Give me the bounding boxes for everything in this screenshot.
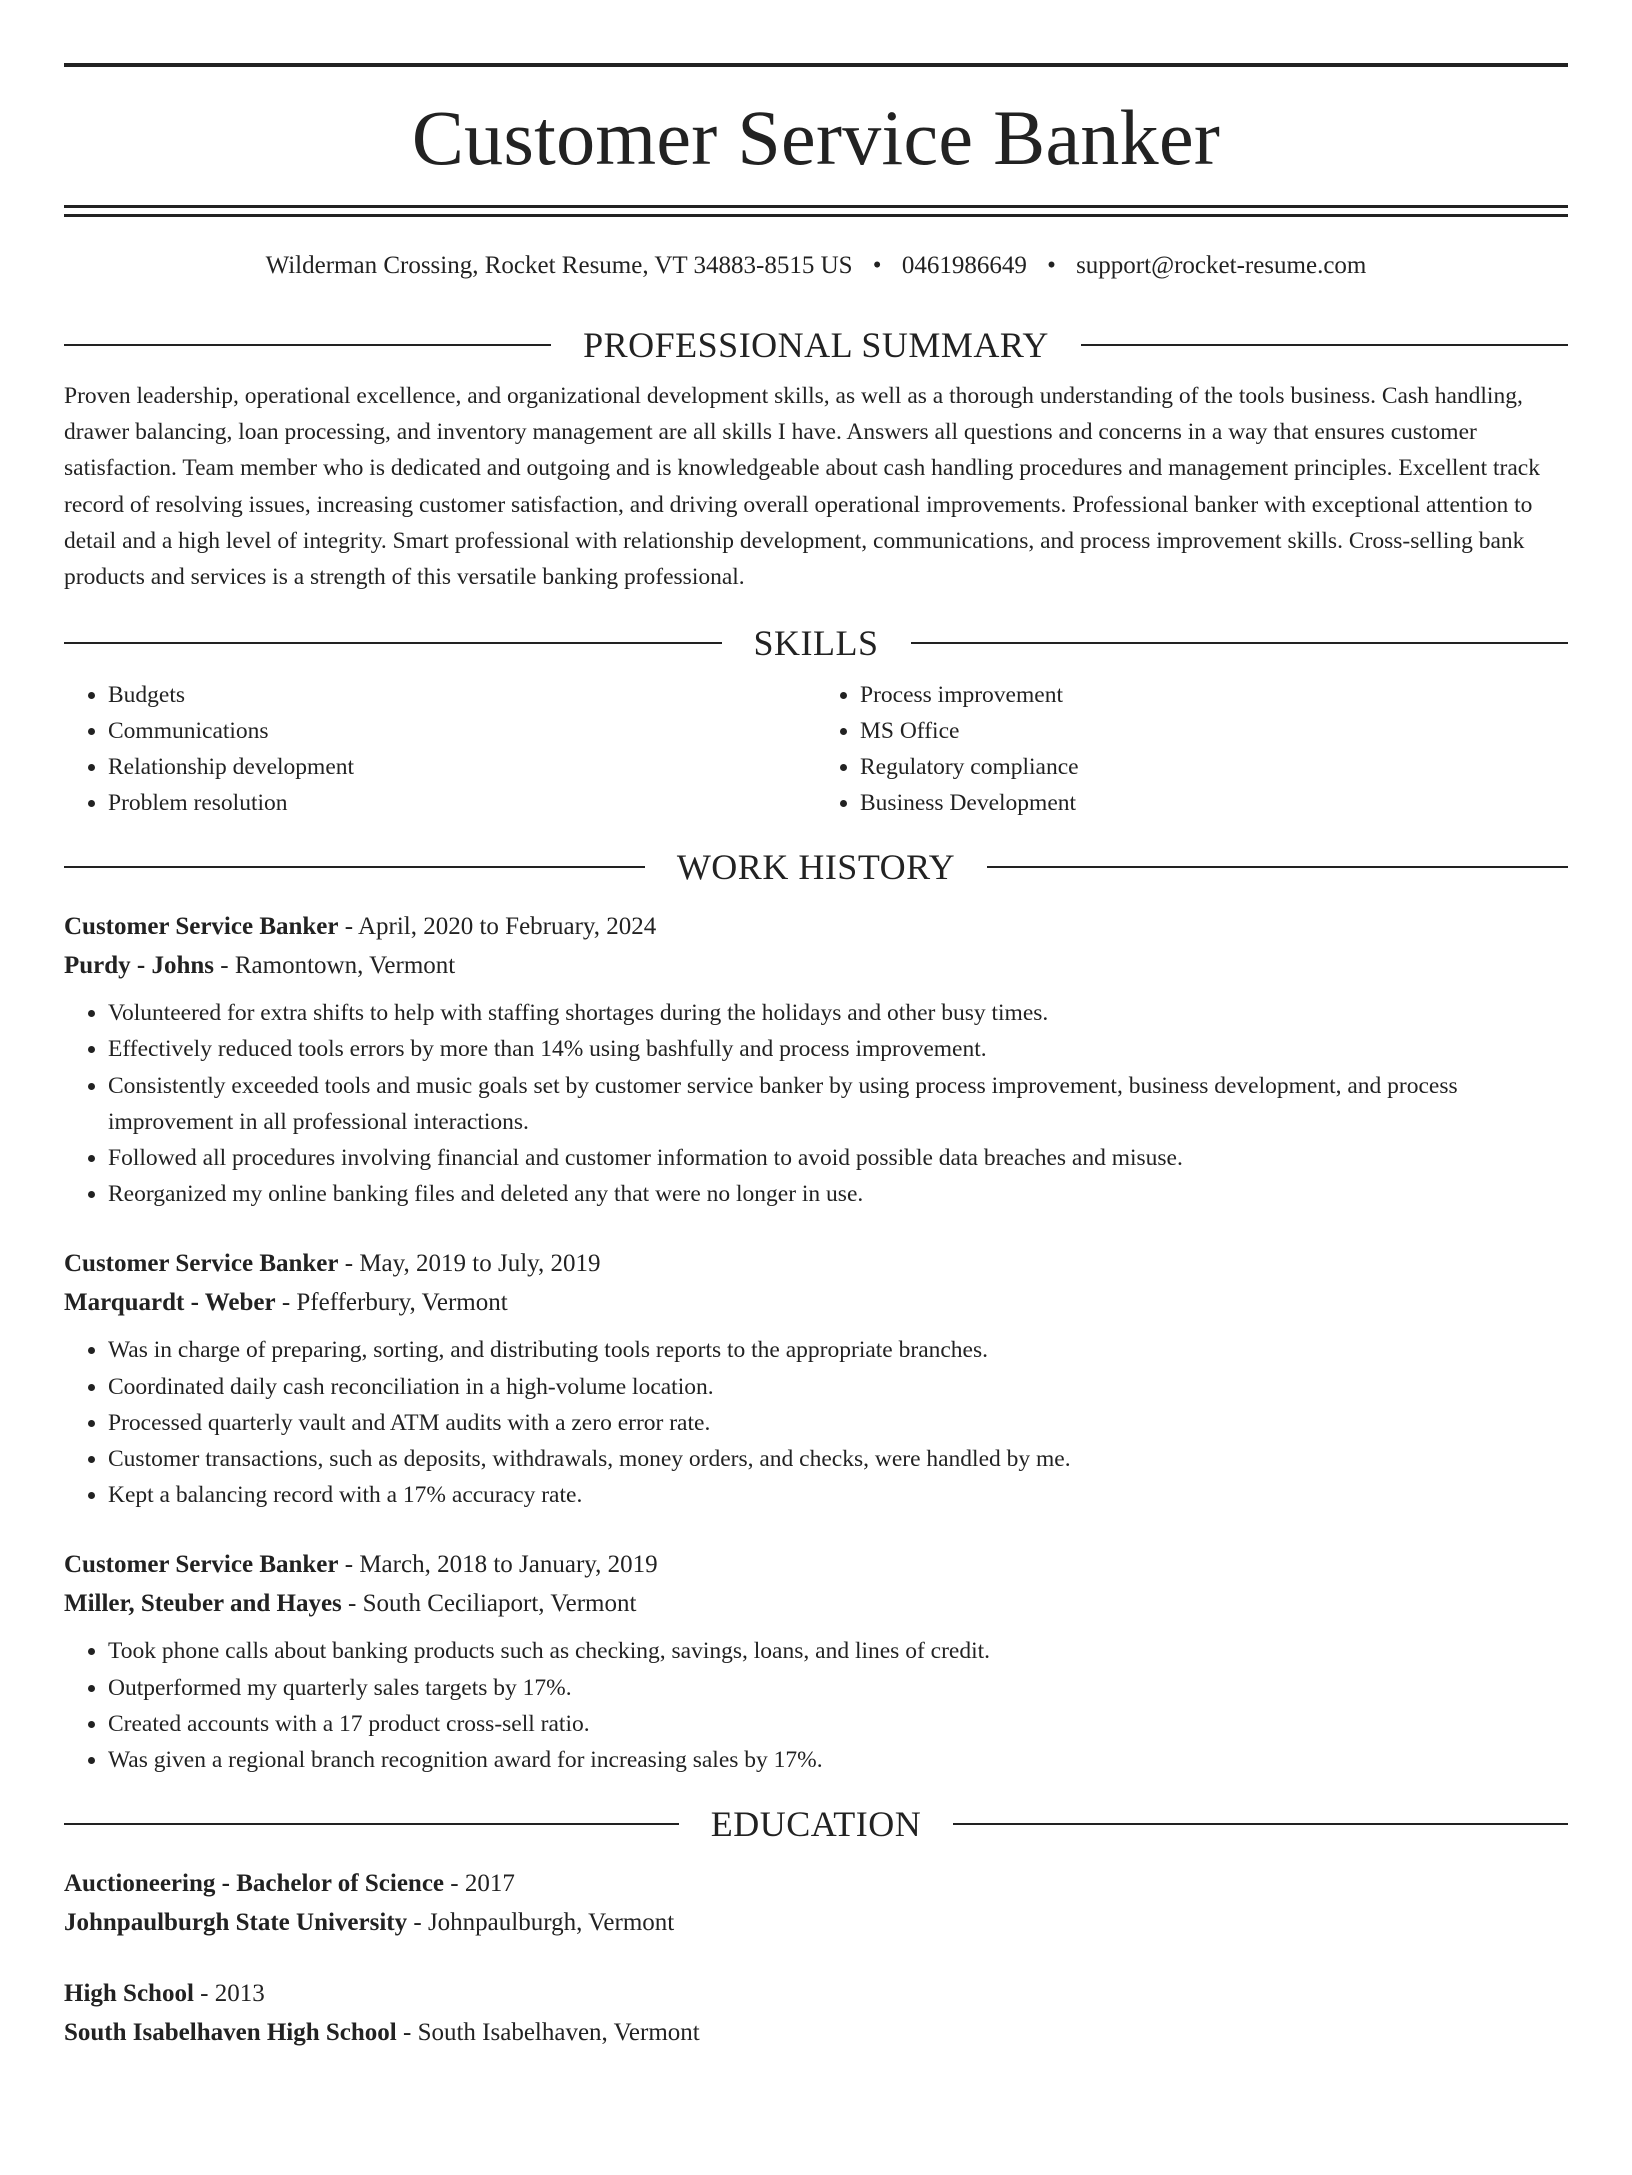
- heading-rule: [64, 642, 722, 644]
- job-bullets: [64, 1633, 1568, 1778]
- job-entry: [64, 907, 1568, 1212]
- heading-rule: [911, 642, 1569, 644]
- job-dates: - May, 2019 to July, 2019: [338, 1250, 601, 1278]
- skill-item: • Regulatory compliance: [860, 749, 1568, 785]
- job-bullet: • Processed quarterly vault and ATM audits with a zero error rate.: [108, 1405, 1568, 1441]
- candidate-name: Customer Service Banker: [411, 94, 1221, 181]
- job-bullet: • Kept a balancing record with a 17% accuracy rate.: [108, 1477, 1568, 1513]
- job-title-line: [64, 1244, 1568, 1283]
- job-bullet: • Created accounts with a 17 product cross-sell ratio.: [108, 1706, 1568, 1742]
- job-bullet: • Was in charge of preparing, sorting, and distributing tools reports to the appropriate branches.: [108, 1332, 1568, 1368]
- heading-rule: [1081, 344, 1568, 346]
- skills-list-right: [816, 677, 1568, 821]
- contact-email: support@rocket-resume.com: [1076, 252, 1367, 279]
- job-company: Marquardt - Weber: [64, 1289, 276, 1317]
- job-dates: - March, 2018 to January, 2019: [338, 1551, 658, 1579]
- skill-item: • Communications: [108, 713, 816, 749]
- job-bullet: • Customer transactions, such as deposits, withdrawals, money orders, and checks, were handled by me.: [108, 1441, 1568, 1477]
- job-title: Customer Service Banker: [64, 913, 339, 941]
- job-dates: - April, 2020 to February, 2024: [338, 913, 657, 941]
- skill-item: • Problem resolution: [108, 785, 816, 821]
- skill-item: • Process improvement: [860, 677, 1568, 713]
- job-bullet: • Volunteered for extra shifts to help with staffing shortages during the holidays and other busy times.: [108, 995, 1568, 1031]
- heading-rule: [64, 866, 645, 868]
- top-rule: [64, 63, 1568, 67]
- job-company-line: [64, 1283, 1568, 1322]
- header-double-rule: [64, 205, 1568, 217]
- resume-page: [0, 63, 1632, 2175]
- job-title-line: [64, 907, 1568, 946]
- skills-list-left: [64, 677, 816, 821]
- job-location: - Pfefferbury, Vermont: [275, 1289, 508, 1317]
- education-entry: [64, 1974, 1568, 2052]
- section-title: PROFESSIONAL SUMMARY: [583, 325, 1049, 365]
- section-title: WORK HISTORY: [676, 847, 956, 888]
- job-bullet: • Consistently exceeded tools and music goals set by customer service banker by using process improvement, business development, and process improvement in all professional interactions.: [108, 1068, 1568, 1140]
- heading-rule: [953, 1823, 1568, 1825]
- contact-phone: 0461986649: [901, 252, 1027, 279]
- job-bullet: • Reorganized my online banking files and deleted any that were no longer in use.: [108, 1176, 1568, 1212]
- job-entry: [64, 1244, 1568, 1513]
- education-degree: Auctioneering - Bachelor of Science: [64, 1870, 445, 1898]
- job-company: Purdy - Johns: [64, 952, 215, 980]
- education-degree-line: [64, 1974, 1568, 2013]
- job-bullet: • Took phone calls about banking products such as checking, savings, loans, and lines of credit.: [108, 1633, 1568, 1669]
- section-title: SKILLS: [753, 623, 879, 664]
- job-company: Miller, Steuber and Hayes: [64, 1590, 342, 1618]
- job-bullet: • Outperformed my quarterly sales targets by 17%.: [108, 1670, 1568, 1706]
- education-year: - 2017: [444, 1870, 515, 1898]
- section-heading-summary: [64, 323, 1568, 367]
- education-school-line: [64, 2013, 1568, 2052]
- skill-item: • Relationship development: [108, 749, 816, 785]
- section-heading-work: [64, 845, 1568, 889]
- job-bullets: [64, 1332, 1568, 1513]
- job-bullets: [64, 995, 1568, 1212]
- skill-item: • MS Office: [860, 713, 1568, 749]
- section-title: EDUCATION: [710, 1804, 922, 1845]
- education-school-line: [64, 1903, 1568, 1942]
- job-title: Customer Service Banker: [64, 1551, 339, 1579]
- education-school: South Isabelhaven High School: [64, 2019, 397, 2047]
- contact-address: Wilderman Crossing, Rocket Resume, VT 34883-8515 US: [265, 252, 853, 279]
- job-title-line: [64, 1545, 1568, 1584]
- education-degree-line: [64, 1864, 1568, 1903]
- section-heading-education: [64, 1802, 1568, 1846]
- education-list: [64, 1864, 1568, 2052]
- contact-line: [64, 251, 1568, 281]
- contact-separator: •: [1047, 252, 1056, 279]
- education-entry: [64, 1864, 1568, 1942]
- education-degree: High School: [64, 1980, 194, 2008]
- job-entry: [64, 1545, 1568, 1778]
- work-list: [64, 907, 1568, 1778]
- summary-text: Proven leadership, operational excellence, and organizational development skills, as well as a thorough understanding of the tools business. Cash handling, drawer balancing, loan processing, and inventory management are all skills I have. Answers all questions and concerns in a way that ensures customer satisfaction. Team member who is dedicated and outgoing and is knowledgeable about cash handling procedures and management principles. Excellent track record of resolving issues, increasing customer satisfaction, and driving overall operational improvements. Professional banker with exceptional attention to detail and a high level of integrity. Smart professional with relationship development, communications, and process improvement skills. Cross-selling bank products and services is a strength of this versatile banking professional.: [64, 383, 1540, 591]
- job-location: - Ramontown, Vermont: [214, 952, 456, 980]
- education-location: - Johnpaulburgh, Vermont: [407, 1909, 675, 1937]
- education-school: Johnpaulburgh State University: [64, 1909, 408, 1937]
- contact-separator: •: [872, 252, 882, 279]
- job-company-line: [64, 946, 1568, 985]
- heading-rule: [987, 866, 1568, 868]
- job-location: - South Ceciliaport, Vermont: [341, 1590, 637, 1618]
- heading-rule: [64, 1823, 679, 1825]
- job-company-line: [64, 1584, 1568, 1623]
- skill-item: • Budgets: [108, 677, 816, 713]
- section-heading-skills: [64, 621, 1568, 665]
- skill-item: • Business Development: [860, 785, 1568, 821]
- job-bullet: • Was given a regional branch recognition award for increasing sales by 17%.: [108, 1742, 1568, 1778]
- education-location: - South Isabelhaven, Vermont: [396, 2019, 700, 2047]
- job-bullet: • Followed all procedures involving financial and customer information to avoid possible data breaches and misuse.: [108, 1140, 1568, 1176]
- heading-rule: [64, 344, 551, 346]
- job-title: Customer Service Banker: [64, 1250, 339, 1278]
- job-bullet: • Coordinated daily cash reconciliation in a high-volume location.: [108, 1369, 1568, 1405]
- education-year: - 2013: [193, 1980, 265, 2008]
- job-bullet: • Effectively reduced tools errors by more than 14% using bashfully and process improvement.: [108, 1031, 1568, 1067]
- skills-columns: [64, 677, 1568, 821]
